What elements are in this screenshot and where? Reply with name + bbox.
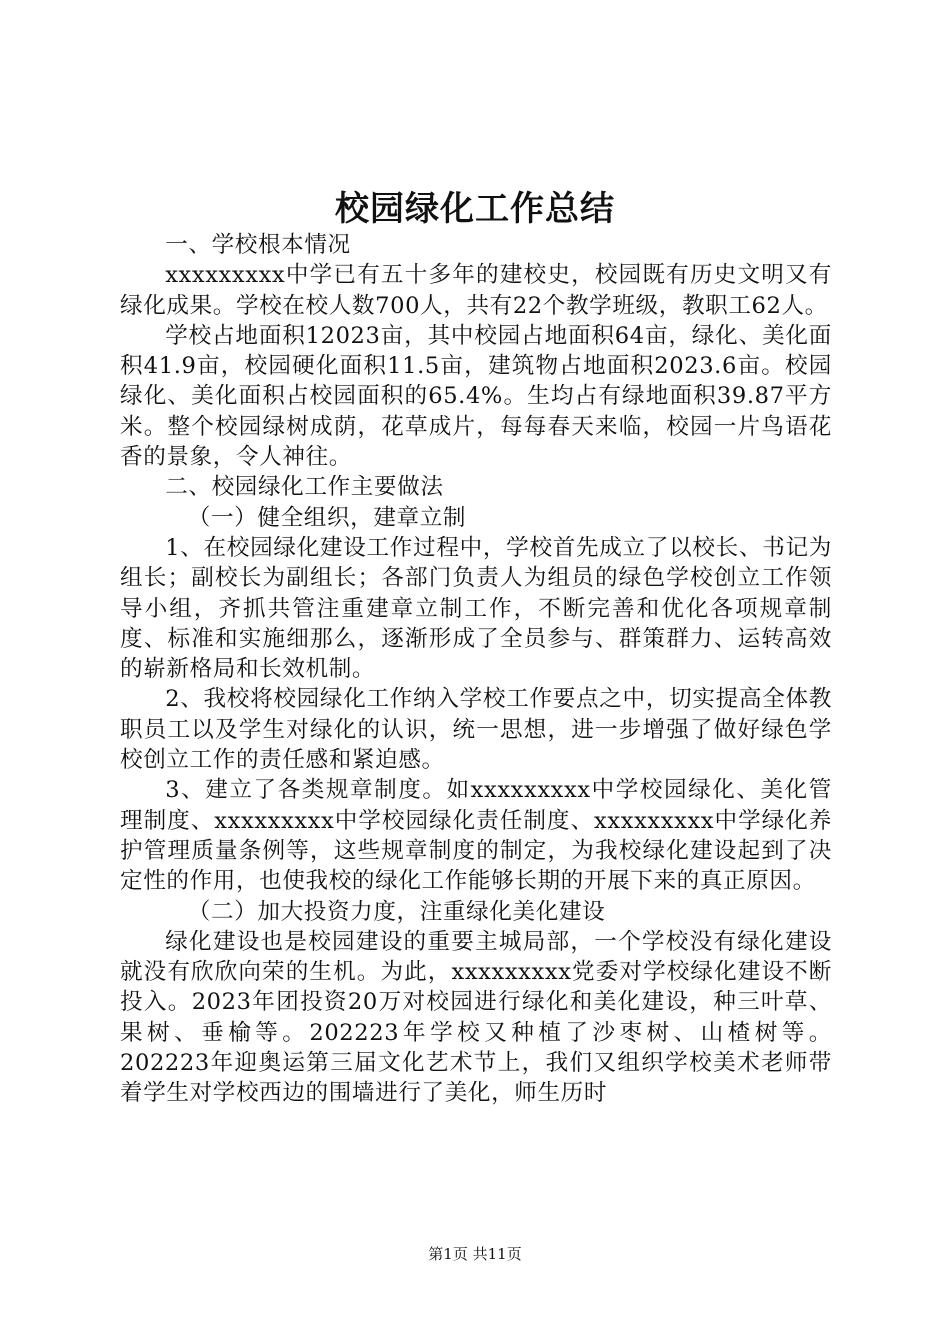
paragraph-item-2: 2、我校将校园绿化工作纳入学校工作要点之中，切实提高全体教职员工以及学生对绿化的认识，统一思想，进一步增强了做好绿色学校创立工作的责任感和紧迫感。 [120, 686, 832, 774]
page-number: 第1页 共11页 [428, 1245, 522, 1263]
subheading-investment: （二）加大投资力度，注重绿化美化建设 [187, 898, 606, 925]
paragraph-investment: 绿化建设也是校园建设的重要主城局部，一个学校没有绿化建设就没有欣欣向荣的生机。为此，xxxxxxxxx党委对学校绿化建设不断投入。2023年团投资20万对校园进行绿化和美化建设，种三叶草、果树、垂榆等。202223年学校又种植了沙枣树、山楂树等。202223年迎奥运第三届文化艺术节上，我们又组织学校美术老师带着学生对学校西边的围墙进行了美化，师生历时 [120, 928, 832, 1107]
paragraph-item-3: 3、建立了各类规章制度。如xxxxxxxxx中学校园绿化、美化管理制度、xxxxxxxxx中学校园绿化责任制度、xxxxxxxxx中学绿化养护管理质量条例等，这些规章制度的制定，为我校绿化建设起到了决定性的作用，也使我校的绿化工作能够长期的开展下来的真正原因。 [120, 777, 832, 895]
paragraph-school-overview: xxxxxxxxx中学已有五十多年的建校史，校园既有历史文明又有绿化成果。学校在校人数700人，共有22个教学班级，教职工62人。 [120, 262, 832, 319]
document-body [120, 230, 832, 1109]
document-title: 校园绿化工作总结 [335, 189, 615, 229]
paragraph-item-1: 1、在校园绿化建设工作过程中，学校首先成立了以校长、书记为组长；副校长为副组长；各部门负责人为组员的绿色学校创立工作领导小组，齐抓共管注重建章立制工作，不断完善和优化各项规章制度、标准和实施细那么，逐渐形成了全员参与、群策群力、运转高效的崭新格局和长效机制。 [120, 534, 832, 683]
section-heading-1: 一、学校根本情况 [165, 232, 351, 258]
subheading-organization: （一）健全组织，建章立制 [187, 504, 467, 531]
paragraph-area-stats: 学校占地面积12023亩，其中校园占地面积64亩，绿化、美化面积41.9亩，校园硬化面积11.5亩，建筑物占地面积2023.6亩。校园绿化、美化面积占校园面积的65.4%。生均占有绿地面积39.87平方米。整个校园绿树成荫，花草成片，每每春天来临，校园一片鸟语花香的景象，令人神往。 [120, 322, 832, 471]
section-heading-2: 二、校园绿化工作主要做法 [165, 474, 444, 501]
